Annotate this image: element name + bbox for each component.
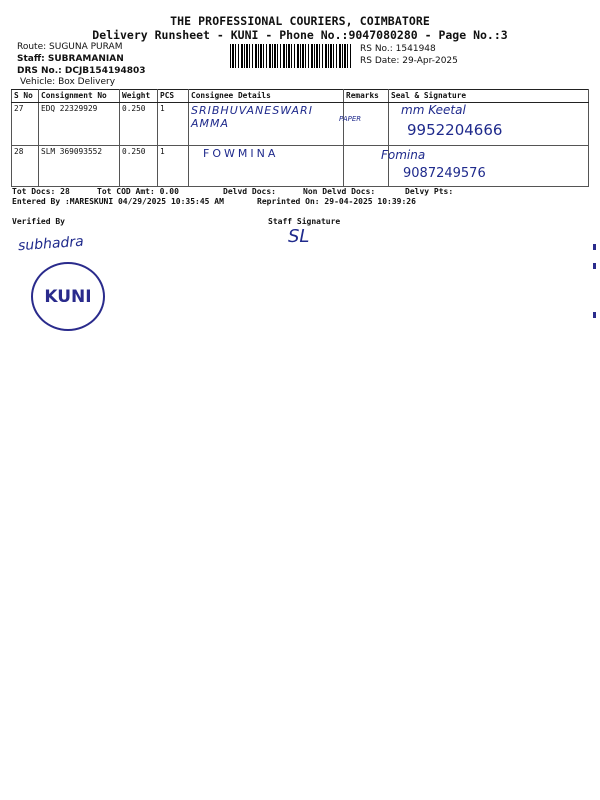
signature-handwriting: mm Keetal: [401, 103, 466, 117]
phone-handwriting: 9087249576: [403, 166, 486, 181]
staff-signature-label: Staff Signature: [268, 217, 341, 226]
consignee-handwriting-extra: PAPER: [339, 115, 362, 123]
drs-number: DRS No.: DCJB154194803: [17, 66, 146, 76]
cell-consignment: SLM 369093552: [39, 146, 120, 187]
total-cod: Tot COD Amt: 0.00: [97, 187, 179, 196]
cell-sno: 28: [12, 146, 39, 187]
table-row: [12, 103, 589, 146]
col-pcs: PCS: [158, 90, 189, 103]
barcode-image: [230, 44, 352, 68]
cell-consignee: [189, 146, 344, 187]
edge-mark: [593, 244, 596, 250]
rs-number: RS No.: 1541948: [360, 44, 436, 54]
table-header-row: [12, 90, 589, 103]
reprinted-on: Reprinted On: 29-04-2025 10:39:26: [257, 197, 416, 206]
col-consignee: Consignee Details: [189, 90, 344, 103]
stamp-text: KUNI: [44, 286, 92, 307]
signature-handwriting: Fomina: [381, 148, 426, 162]
table-row: [12, 146, 589, 187]
phone-handwriting: 9952204666: [407, 121, 503, 139]
col-sno: S No: [12, 90, 39, 103]
col-weight: Weight: [120, 90, 158, 103]
vehicle-label: Vehicle: Box Delivery: [20, 77, 116, 87]
edge-mark: [593, 263, 596, 269]
non-delivered-docs: Non Delvd Docs:: [303, 187, 376, 196]
col-remarks: Remarks: [344, 90, 389, 103]
col-signature: Seal & Signature: [389, 90, 589, 103]
runsheet-table: [11, 89, 589, 187]
kuni-stamp: [31, 262, 105, 331]
cell-consignment: EDQ 22329929: [39, 103, 120, 146]
cell-consignee: [189, 103, 362, 146]
staff-signature: SL: [288, 226, 310, 247]
cell-weight: 0.250: [120, 103, 158, 146]
company-title: THE PROFESSIONAL COURIERS, COIMBATORE: [170, 14, 430, 28]
total-docs: Tot Docs: 28: [12, 187, 70, 196]
runsheet-subtitle: Delivery Runsheet - KUNI - Phone No.:9047080280 - Page No.:3: [92, 28, 508, 42]
edge-mark: [593, 312, 596, 318]
staff-label: Staff: SUBRAMANIAN: [17, 54, 124, 64]
cell-pcs: 1: [158, 146, 189, 187]
consignee-handwriting: SRIBHUVANESWARI AMMA: [191, 104, 313, 130]
route-label: Route: SUGUNA PURAM: [17, 42, 123, 52]
consignee-handwriting: FOWMINA: [203, 147, 279, 160]
delivered-docs: Delvd Docs:: [223, 187, 276, 196]
cell-pcs: 1: [158, 103, 189, 146]
cell-weight: 0.250: [120, 146, 158, 187]
cell-remarks: [344, 103, 389, 146]
cell-signature: [381, 146, 589, 187]
delivery-points: Delvy Pts:: [405, 187, 454, 196]
verified-by-label: Verified By: [12, 217, 65, 226]
cell-sno: 27: [12, 103, 39, 146]
rs-date: RS Date: 29-Apr-2025: [360, 56, 458, 66]
cell-signature: [389, 103, 589, 146]
verifier-signature: subhadra: [17, 233, 85, 255]
col-consignment: Consignment No: [39, 90, 120, 103]
entered-by: Entered By :MARESKUNI 04/29/2025 10:35:45 AM: [12, 197, 224, 206]
